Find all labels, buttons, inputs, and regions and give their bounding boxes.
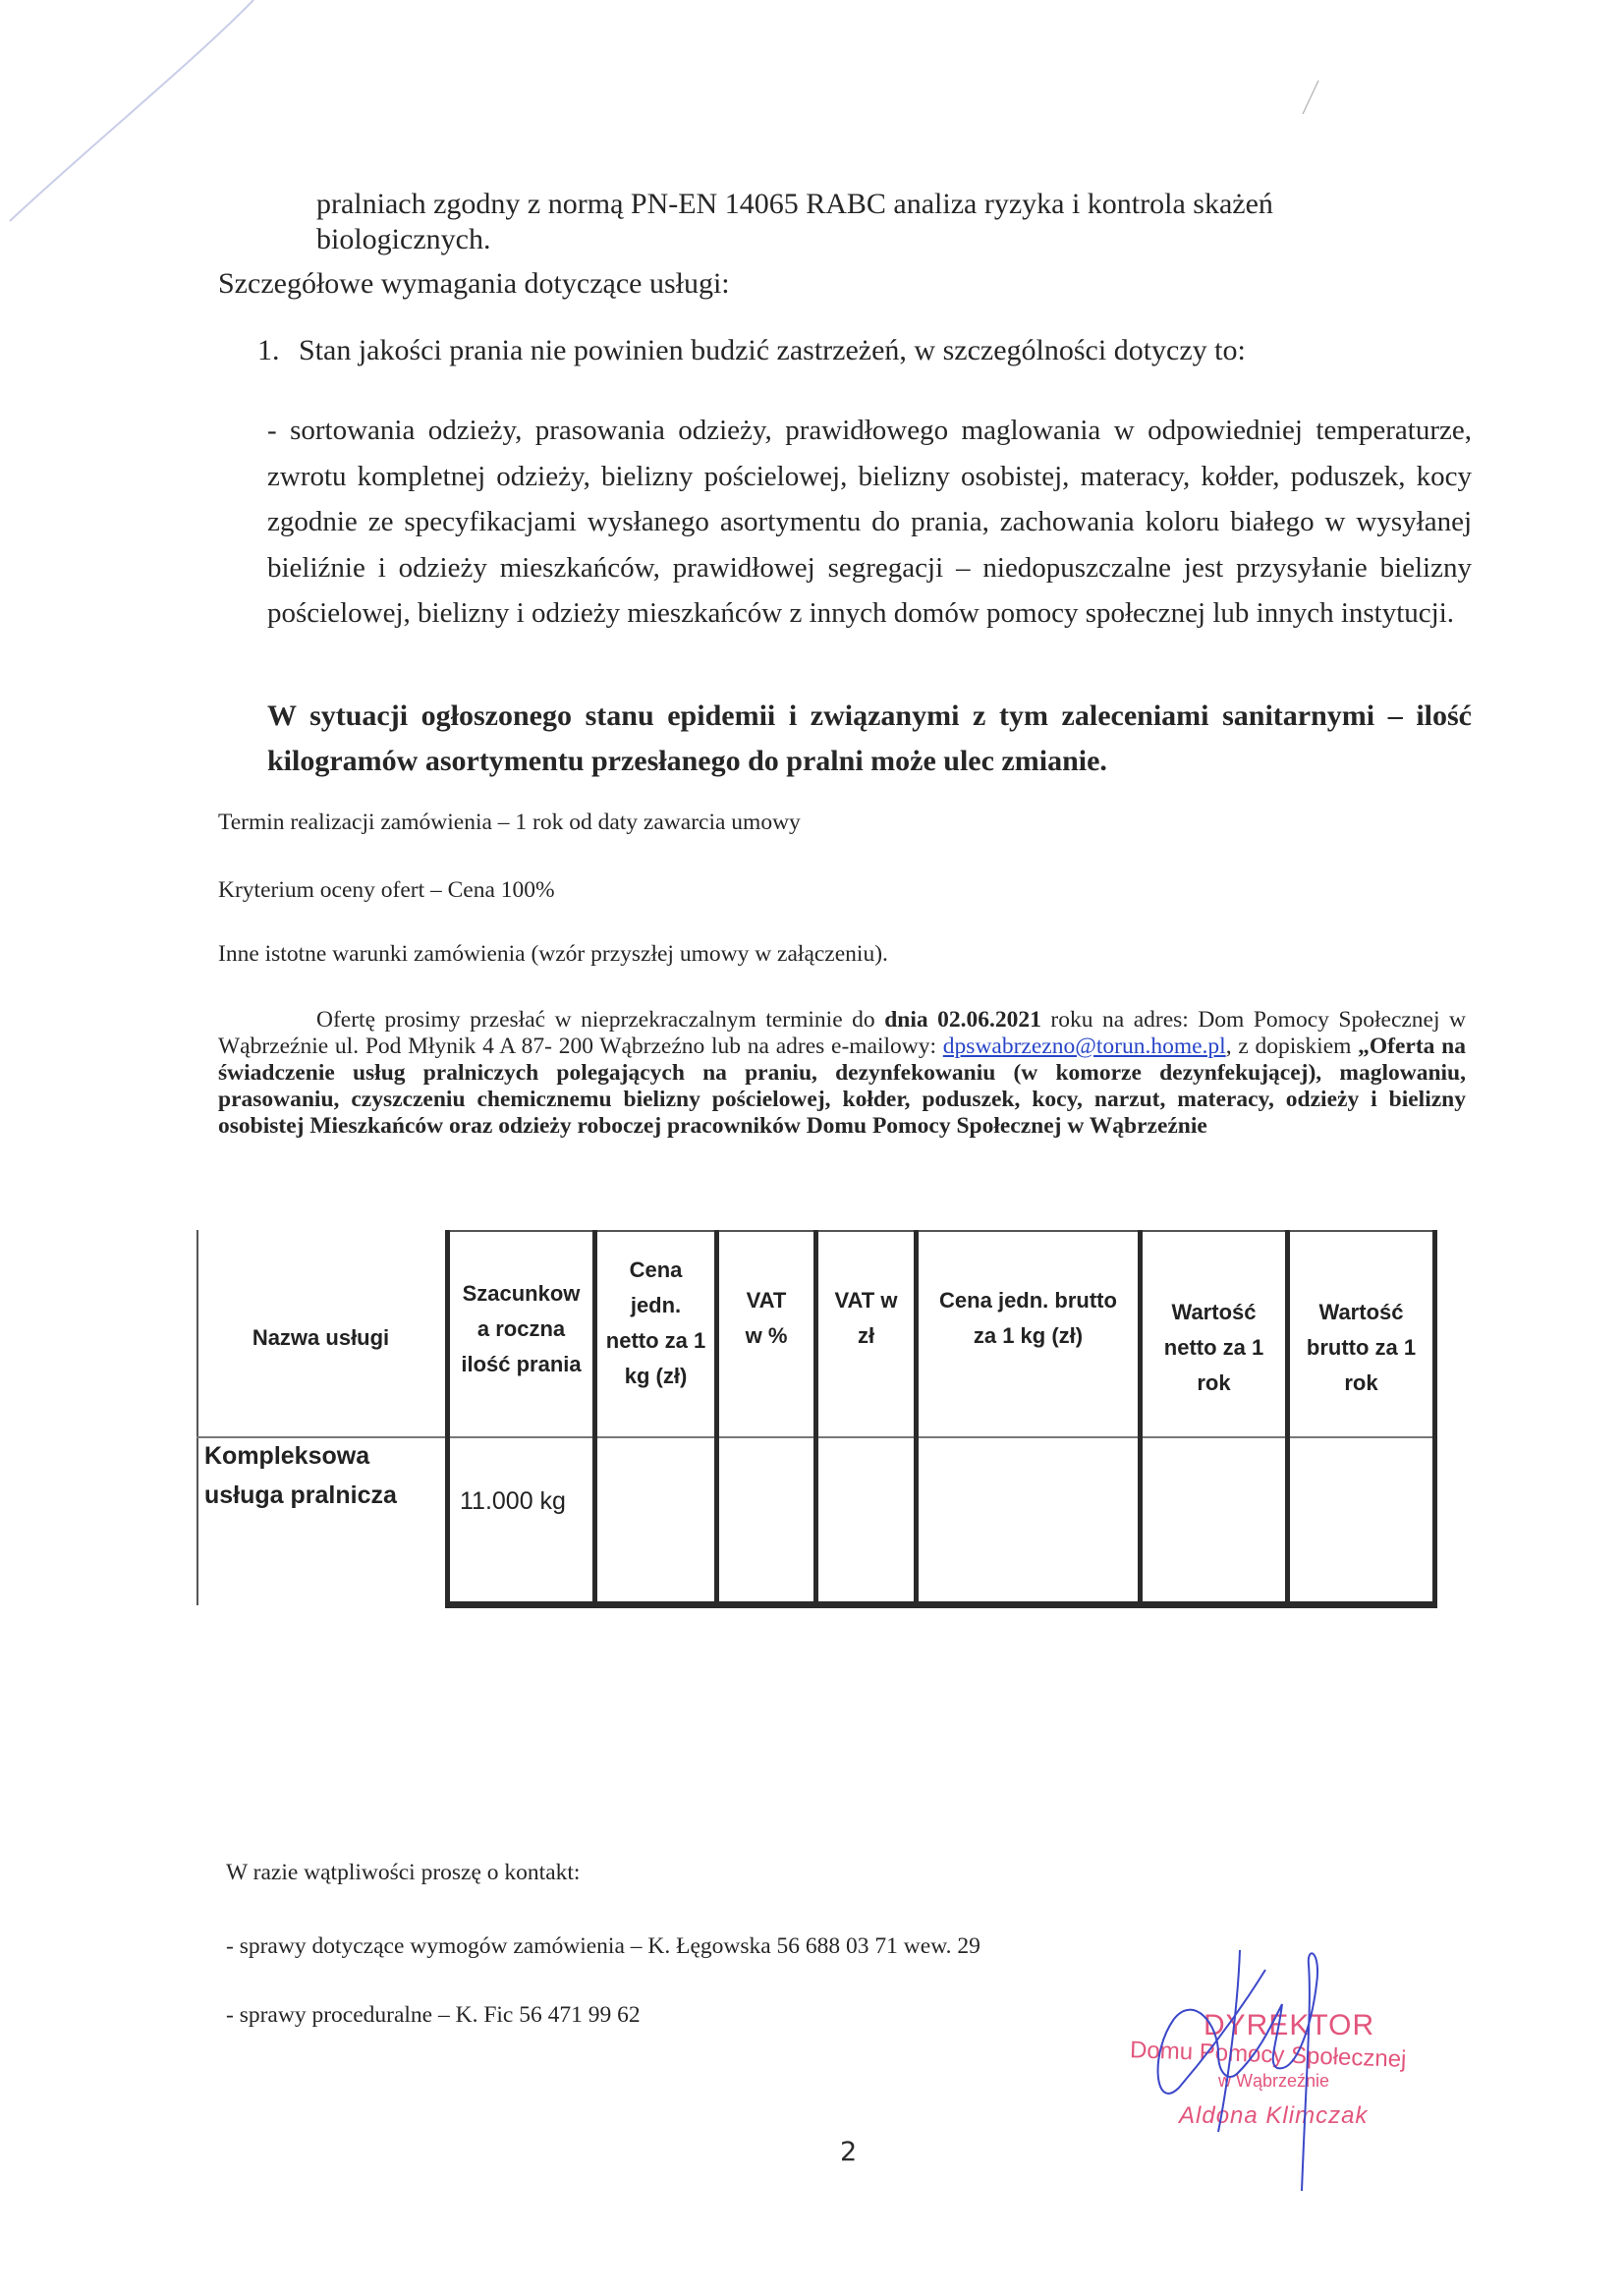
vat-percent-cell[interactable] [719,1440,813,1601]
stamp-institution: Domu Pomocy Społecznej [1129,2037,1407,2073]
offer-text-2: roku na adres: Dom Pomocy Społecznej w Wąbrzeźnie ul. Pod Młynik 4 A 87- 200 Wąbrzeźno lub na adres e-mailowy: [218,1007,1467,1059]
stamp-title: DYREKTOR [1204,2009,1375,2041]
annual-gross-value-cell[interactable] [1290,1440,1432,1601]
stamp-location: w Wąbrzeźnie [1218,2071,1330,2091]
header-service-name: Nazwa usługi [252,1325,390,1350]
header-annual-quantity: Szacunkow a roczna ilość prania [461,1281,582,1376]
offer-paragraph [218,1007,1466,1140]
list-item-text: Stan jakości prania nie powinien budzić zastrzeżeń, w szczególności dotyczy to: [299,334,1246,366]
requirements-heading: Szczegółowe wymagania dotyczące usługi: [218,267,730,300]
page-number: 2 [840,2137,858,2167]
unit-gross-price-cell[interactable] [919,1440,1138,1601]
criterion-line: Kryterium oceny ofert – Cena 100% [218,877,555,903]
intro-paragraph: pralniach zgodny z normą PN-EN 14065 RABC analiza ryzyka i kontrola skażeń biologicznych. [316,188,1273,255]
table-row-quantity: 11.000 kg [460,1487,566,1515]
offer-text-1: Ofertę prosimy przesłać w nieprzekraczalnym terminie do [316,1007,885,1033]
header-annual-net-value: Wartość netto za 1 rok [1163,1300,1264,1395]
list-item-1 [257,334,1246,367]
requirements-paragraph: - sortowania odzieży, prasowania odzieży, prawidłowego maglowania w odpowiedniej temperaturze, zwrotu kompletnej odzieży, bielizny pościelowej, bielizny osobistej, materacy, kołder, poduszek, kocy zgodnie ze specyfikacjami wysłanego asortymentu do prania, zachowania koloru białego w wysyłanej bieliźnie i odzieży mieszkańców, prawidłowej segregacji – niedopuszczalne jest przysyłanie bielizny pościelowej, bielizny i odzieży mieszkańców z innych domów pomocy społecznej lub innych instytucji. [267,415,1472,629]
pricing-table [196,1230,1436,1606]
contact-line-requirements: - sprawy dotyczące wymogów zamówienia – K. Łęgowska 56 688 03 71 wew. 29 [226,1933,980,1959]
header-vat-zl: VAT w zł [834,1288,898,1348]
unit-net-price-cell[interactable] [597,1440,714,1601]
offer-text-3: , z dopiskiem [1225,1034,1359,1059]
email-link[interactable]: dpswabrzezno@torun.home.pl [942,1034,1226,1059]
annual-net-value-cell[interactable] [1143,1440,1285,1601]
table-row-service-name: Kompleksowa usługa pralnicza [204,1442,397,1509]
offer-deadline: dnia 02.06.2021 [884,1007,1041,1033]
list-number: 1. [257,334,280,366]
offer-subject: „Oferta na świadczenie usług pralniczych polegających na praniu, dezynfekowaniu (w komorze dezynfekującej), maglowaniu, prasowaniu, czyszczeniu chemicznemu bielizny pościelowej, kołder, poduszek, kocy, narzut, materacy, odzieży i bielizny osobistej Mieszkańców oraz odzieży roboczej pracowników Domu Pomocy Społecznej w Wąbrzeźnie [218,1034,1466,1139]
header-unit-gross-price: Cena jedn. brutto za 1 kg (zł) [939,1288,1117,1348]
scan-artefact-mark [1297,79,1326,118]
vat-zl-cell[interactable] [818,1440,914,1601]
header-unit-net-price: Cena jedn. netto za 1 kg (zł) [605,1258,706,1388]
other-conditions-line: Inne istotne warunki zamówienia (wzór przyszłej umowy w załączeniu). [218,941,888,967]
col-line [1432,1230,1437,1606]
term-line: Termin realizacji zamówienia – 1 rok od daty zawarcia umowy [218,810,801,835]
epidemic-notice: W sytuacji ogłoszonego stanu epidemii i związanymi z tym zaleceniami sanitarnymi – ilość kilogramów asortymentu przesłanego do pralni może ulec zmianie. [267,699,1472,777]
header-annual-gross-value: Wartość brutto za 1 rok [1306,1300,1417,1395]
signature-icon [1149,1945,1369,2191]
contact-heading: W razie wątpliwości proszę o kontakt: [226,1860,581,1885]
stamp-name: Aldona Klimczak [1179,2102,1369,2129]
scan-artefact-line [0,0,295,236]
header-vat-percent: VAT w % [745,1288,788,1348]
contact-line-procedural: - sprawy proceduralne – K. Fic 56 471 99 62 [226,2002,641,2028]
